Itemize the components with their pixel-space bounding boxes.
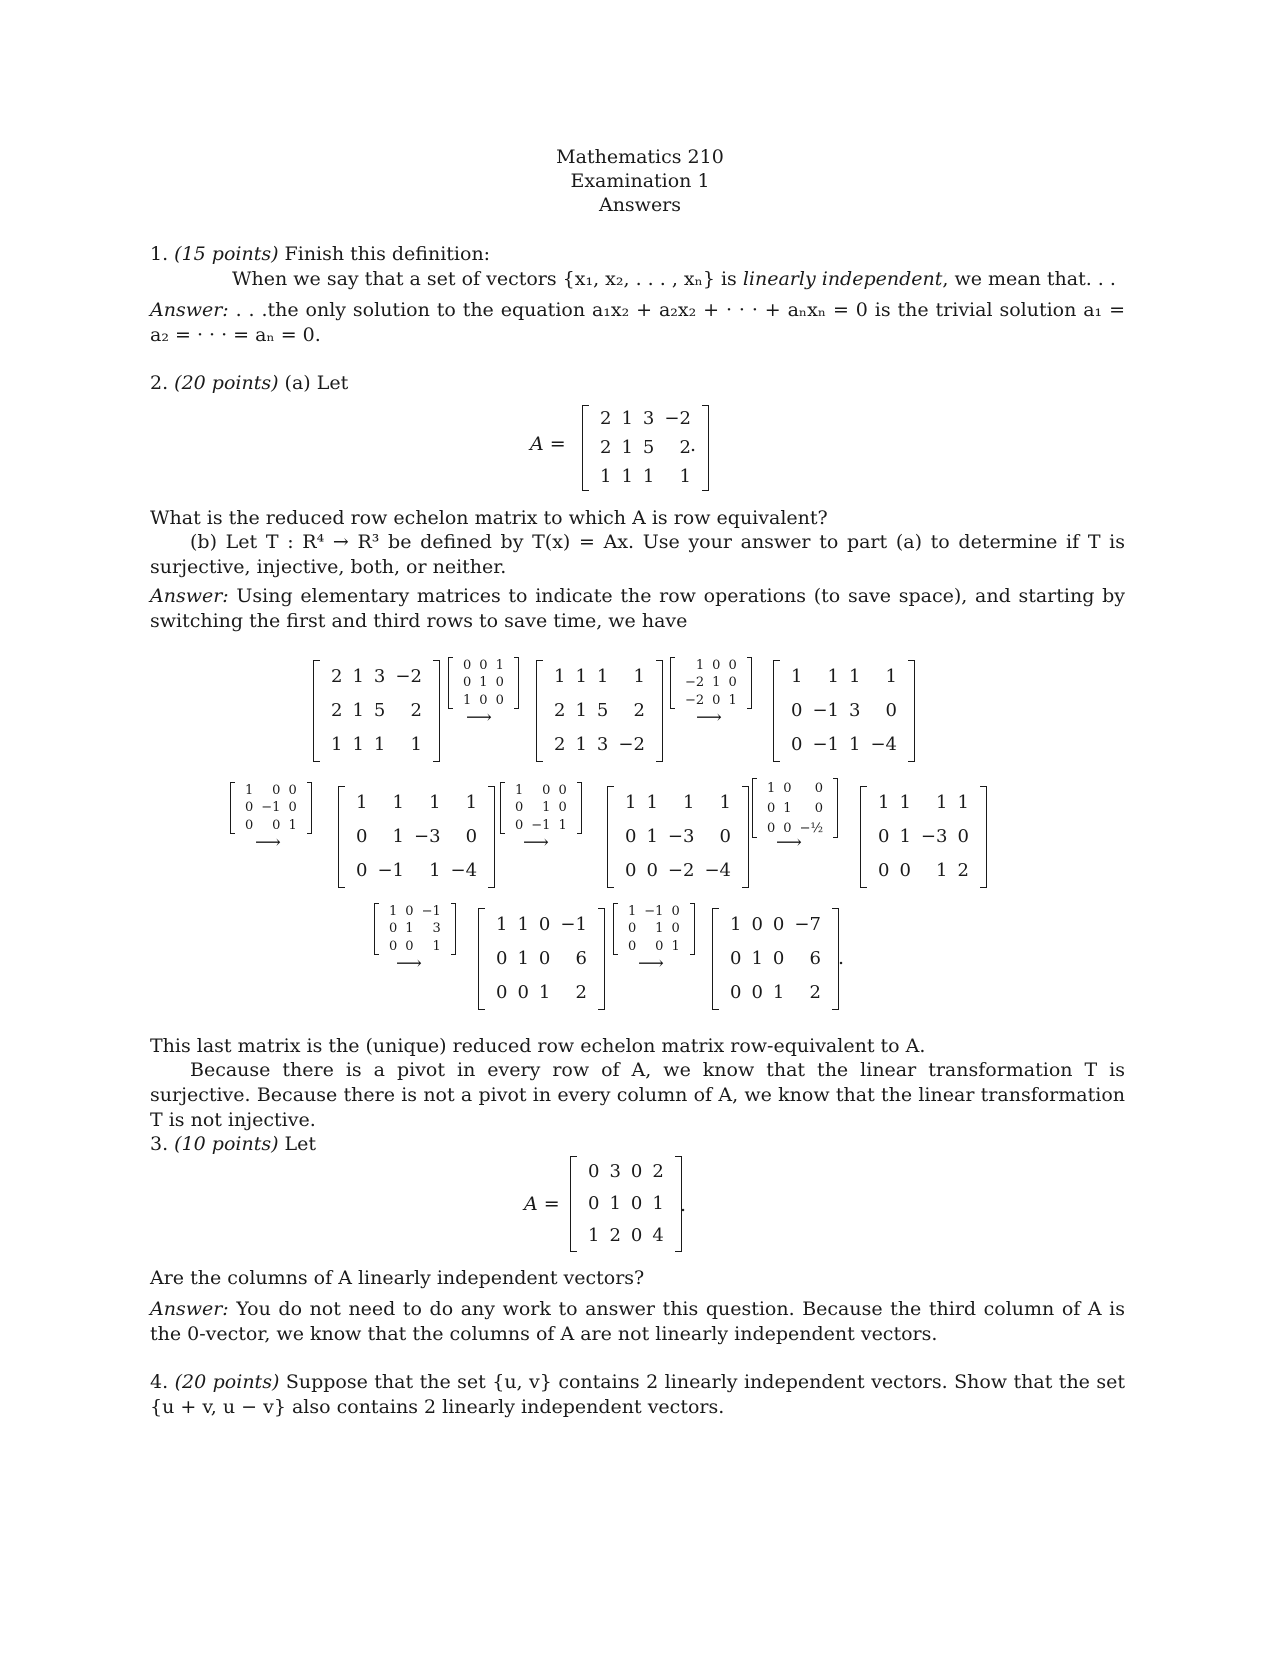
q3-points: (10 points): [174, 1133, 279, 1155]
matrix-cell: 0: [730, 948, 742, 969]
matrix-cell: −2: [685, 675, 705, 691]
matrix-cell: −4: [870, 734, 897, 755]
matrix-cell: −3: [667, 826, 695, 847]
matrix-cell: 2: [554, 700, 566, 721]
matrix-cell: 1: [849, 666, 861, 687]
q3-answer-text: You do not need to do any work to answer this question. Because the third column of A is the 0-vector, we know that the columns of A are not linearly independent vectors.: [150, 1298, 1125, 1345]
matrix-cell: 0: [751, 914, 763, 935]
matrix-cell: 0: [558, 800, 567, 816]
matrix-cell: 1: [679, 465, 691, 487]
arrow-2: ⟶: [696, 707, 722, 728]
bracket-right: [488, 786, 495, 888]
matrix-cell: −1: [812, 700, 839, 721]
matrix-cell: 2: [600, 436, 612, 458]
matrix-cell: 1: [410, 734, 422, 755]
matrix-cell: 0: [405, 938, 414, 954]
matrix-cell: 1: [878, 792, 890, 813]
matrix-cell: 1: [885, 666, 897, 687]
matrix-cell: 1: [899, 792, 911, 813]
matrix-cell: 1: [392, 826, 404, 847]
matrix-cell: 1: [245, 783, 254, 799]
matrix-cell: 0: [772, 948, 785, 969]
matrix-cell: 1: [429, 860, 441, 881]
matrix-cell: 0: [767, 800, 776, 816]
matrix-cell: 0: [588, 1161, 600, 1182]
matrix-cell: −2: [395, 666, 422, 687]
elementary-matrix-1: [448, 657, 519, 709]
bracket-right: [577, 782, 582, 834]
matrix-cell: 0: [356, 826, 368, 847]
matrix-cell: 0: [791, 700, 803, 721]
q3-answer-label: Answer:: [150, 1298, 229, 1320]
q3-a-label: A =: [524, 1193, 560, 1215]
matrix-cell: 0: [538, 948, 551, 969]
matrix-cell: 0: [538, 914, 551, 935]
matrix-cell: −3: [414, 826, 441, 847]
q2-a-label: A =: [530, 433, 566, 455]
matrix-cell: 2: [809, 982, 821, 1003]
bracket-left: [860, 786, 867, 888]
arrow-3: ⟶: [255, 832, 281, 853]
matrix-cell: −2: [667, 860, 695, 881]
matrix-cell: 0: [767, 820, 776, 836]
matrix-cell: 1: [496, 914, 508, 935]
matrix-cell: 1: [405, 921, 414, 937]
matrix-cell: 0: [389, 938, 398, 954]
elementary-matrix-5: [752, 778, 838, 838]
matrix-cell: −1: [812, 734, 839, 755]
matrix-cell: 0: [878, 826, 890, 847]
matrix-cell: 1: [695, 658, 705, 674]
matrix-cell: 1: [600, 465, 612, 487]
elementary-matrix-2: [670, 657, 752, 709]
step-matrix-6: [860, 786, 987, 888]
q1-answer-label: Answer:: [150, 299, 229, 321]
matrix-cell: 1: [633, 666, 645, 687]
matrix-cell: 0: [899, 860, 911, 881]
matrix-cell: −1: [560, 914, 587, 935]
matrix-cell: 1: [575, 734, 587, 755]
matrix-cell: 0: [495, 692, 504, 708]
q3-prompt: [150, 1132, 1125, 1157]
matrix-cell: 0: [288, 800, 297, 816]
matrix-cell: 2: [633, 700, 645, 721]
matrix-cell: 0: [625, 860, 637, 881]
matrix-cell: −½: [799, 820, 824, 836]
bracket-right: [980, 786, 987, 888]
q3-number: 3.: [150, 1133, 175, 1155]
matrix-cell: 2: [957, 860, 969, 881]
matrix-cell: 0: [463, 675, 472, 691]
matrix-cell: 0: [783, 820, 792, 836]
matrix-cell: 1: [730, 914, 742, 935]
matrix-cell: 1: [899, 826, 911, 847]
step-matrix-8: [712, 908, 839, 1010]
matrix-cell: 6: [809, 948, 821, 969]
matrix-cell: 1: [288, 817, 297, 833]
step-matrix-4: [338, 786, 495, 888]
matrix-cell: −2: [685, 692, 705, 708]
matrix-cell: 1: [625, 792, 637, 813]
matrix-cell: 1: [655, 921, 664, 937]
matrix-cell: 0: [730, 982, 742, 1003]
q2-conclusion-1: This last matrix is the (unique) reduced row echelon matrix row-equivalent to A.: [150, 1035, 926, 1057]
matrix-cell: 1: [683, 792, 695, 813]
matrix-cell: 1: [463, 692, 472, 708]
matrix-cell: 1: [849, 734, 861, 755]
matrix-cell: 0: [751, 982, 763, 1003]
matrix-cell: 1: [719, 792, 731, 813]
step-matrix-2: [536, 660, 663, 762]
matrix-cell: 1: [352, 666, 364, 687]
matrix-cell: 0: [515, 800, 524, 816]
step-matrix-3: [773, 660, 915, 762]
title-line-2: Examination 1: [570, 170, 710, 192]
q1-definition-em: linearly independent: [742, 268, 943, 290]
matrix-cell: 1: [936, 860, 948, 881]
title-line-1: Mathematics 210: [556, 146, 724, 168]
matrix-cell: 0: [479, 658, 488, 674]
q1-points: (15 points): [174, 243, 279, 265]
matrix-cell: 0: [272, 817, 281, 833]
matrix-cell: 2: [679, 436, 691, 458]
matrix-cell: 1: [621, 408, 633, 430]
matrix-cell: 0: [479, 692, 488, 708]
matrix-cell: 0: [646, 860, 658, 881]
matrix-cell: 0: [814, 780, 824, 796]
elementary-matrix-4: [500, 782, 582, 834]
matrix-cell: −2: [618, 734, 645, 755]
bracket-right: [514, 657, 519, 709]
q3-prompt-text: Let: [278, 1133, 317, 1155]
matrix-cell: −1: [531, 817, 551, 833]
q1-definition-a: When we say that a set of vectors {x₁, x₂, . . . , xₙ} is: [232, 268, 743, 290]
q1-definition-b: , we mean that. . .: [942, 268, 1116, 290]
matrix-cell: 1: [352, 734, 364, 755]
q1-answer-text: . . .the only solution to the equation a₁x₂ + a₂x₂ + · · · + aₙxₙ = 0 is the trivial solution a₁ = a₂ = · · · = aₙ = 0.: [150, 299, 1125, 346]
matrix-cell: 1: [515, 783, 524, 799]
matrix-cell: 3: [642, 408, 655, 430]
matrix-cell: 2: [554, 734, 566, 755]
bracket-right: [690, 903, 695, 955]
matrix-cell: 0: [245, 817, 254, 833]
bracket-left: [478, 908, 485, 1010]
q1-answer: [150, 298, 1125, 348]
q1-prompt: [150, 242, 1125, 267]
matrix-cell: 0: [630, 1225, 643, 1246]
matrix-cell: 0: [542, 783, 551, 799]
matrix-cell: −3: [920, 826, 948, 847]
q2-question-b: (b) Let T : R⁴ → R³ be defined by T(x) = Ax. Use your answer to part (a) to determine if T is surjective, injective, both, or neither.: [150, 531, 1125, 578]
bracket-right: [307, 782, 312, 834]
matrix-cell: 1: [429, 792, 441, 813]
arrow-6: ⟶: [396, 953, 422, 974]
matrix-cell: 1: [783, 800, 792, 816]
matrix-cell: 1: [767, 780, 776, 796]
matrix-cell: 2: [609, 1225, 621, 1246]
elementary-matrix-6: [374, 903, 456, 955]
matrix-cell: 1: [352, 700, 364, 721]
q2-prompt: [150, 371, 1125, 396]
q2-part-a: (a) Let: [278, 372, 349, 394]
matrix-cell: 0: [356, 860, 368, 881]
matrix-cell: 1: [465, 792, 478, 813]
matrix-cell: 1: [936, 792, 948, 813]
step-matrix-7: [478, 908, 605, 1010]
matrix-cell: 1: [517, 914, 529, 935]
matrix-cell: 5: [596, 700, 609, 721]
title-line-3: Answers: [598, 194, 682, 216]
matrix-cell: −4: [450, 860, 478, 881]
matrix-cell: 0: [791, 734, 803, 755]
bracket-right: [598, 908, 605, 1010]
bracket-right: [833, 778, 838, 838]
matrix-cell: 1: [671, 938, 680, 954]
matrix-cell: 6: [575, 948, 587, 969]
matrix-cell: 0: [588, 1193, 600, 1214]
matrix-cell: 1: [575, 666, 587, 687]
arrow-1: ⟶: [466, 707, 492, 728]
matrix-cell: 1: [751, 948, 763, 969]
matrix-cell: 1: [356, 792, 368, 813]
matrix-cell: 1: [479, 675, 488, 691]
matrix-cell: 1: [558, 817, 567, 833]
matrix-cell: 0: [515, 817, 524, 833]
matrix-cell: 3: [596, 734, 609, 755]
matrix-cell: 1: [646, 826, 658, 847]
arrow-4: ⟶: [523, 832, 549, 853]
matrix-cell: 5: [642, 436, 655, 458]
matrix-cell: 0: [957, 826, 969, 847]
matrix-cell: 3: [432, 921, 441, 937]
q1-definition: [150, 267, 1125, 292]
final-period: .: [838, 947, 845, 969]
matrix-cell: −1: [261, 800, 281, 816]
matrix-cell: 0: [671, 904, 680, 920]
bracket-left: [313, 660, 320, 762]
q2-answer: [150, 584, 1125, 634]
bracket-left: [570, 1156, 577, 1252]
q4-number: 4.: [150, 1371, 175, 1393]
q2-conclusion-2: Because there is a pivot in every row of A, we know that the linear transformation T is surjective. Because there is not a pivot in every column of A, we know that the linear transformation T is not injective.: [150, 1059, 1125, 1131]
matrix-cell: 0: [712, 692, 721, 708]
bracket-left: [607, 786, 614, 888]
matrix-cell: 2: [652, 1161, 664, 1182]
matrix-cell: 2: [331, 666, 343, 687]
elementary-matrix-3: [230, 782, 312, 834]
q1-prompt-text: Finish this definition:: [278, 243, 491, 265]
q2-points: (20 points): [174, 372, 279, 394]
matrix-cell: 0: [496, 948, 508, 969]
matrix-cell: 0: [655, 938, 664, 954]
matrix-cell: 0: [465, 826, 478, 847]
matrix-cell: 1: [646, 792, 658, 813]
matrix-cell: 0: [671, 921, 680, 937]
matrix-cell: 0: [517, 982, 529, 1003]
matrix-cell: 0: [405, 904, 414, 920]
matrix-cell: 1: [621, 465, 633, 487]
matrix-cell: 0: [783, 780, 792, 796]
bracket-right: [702, 405, 709, 491]
q2-answer-label: Answer:: [150, 585, 229, 607]
bracket-right: [908, 660, 915, 762]
matrix-cell: 0: [245, 800, 254, 816]
matrix-cell: 1: [588, 1225, 600, 1246]
matrix-cell: 3: [849, 700, 861, 721]
matrix-cell: 1: [517, 948, 529, 969]
bracket-left: [338, 786, 345, 888]
q3-question: Are the columns of A linearly independent vectors?: [150, 1267, 645, 1289]
matrix-cell: −2: [664, 408, 691, 430]
matrix-cell: −7: [794, 914, 821, 935]
matrix-cell: 0: [558, 783, 567, 799]
matrix-cell: 1: [772, 982, 785, 1003]
matrix-cell: 1: [827, 666, 839, 687]
bracket-right: [451, 903, 456, 955]
bracket-right: [433, 660, 440, 762]
matrix-cell: 3: [373, 666, 386, 687]
matrix-cell: 1: [642, 465, 655, 487]
q2-number: 2.: [150, 372, 175, 394]
matrix-cell: 1: [331, 734, 343, 755]
matrix-cell: 0: [814, 800, 824, 816]
matrix-cell: 1: [392, 792, 404, 813]
step-matrix-5: [607, 786, 749, 888]
matrix-cell: 3: [609, 1161, 621, 1182]
matrix-cell: 0: [630, 1193, 643, 1214]
q4-prompt: [150, 1370, 1125, 1420]
q1-number: 1.: [150, 243, 175, 265]
matrix-cell: −4: [704, 860, 731, 881]
matrix-cell: 1: [575, 700, 587, 721]
matrix-cell: 0: [885, 700, 897, 721]
matrix-cell: 0: [272, 783, 281, 799]
matrix-cell: 0: [728, 675, 737, 691]
q3-answer: [150, 1297, 1125, 1347]
matrix-cell: 1: [432, 938, 441, 954]
matrix-cell: −1: [377, 860, 404, 881]
matrix-cell: 1: [628, 904, 637, 920]
arrow-5: ⟶: [776, 832, 802, 853]
matrix-cell: 0: [628, 938, 637, 954]
matrix-cell: 0: [728, 658, 737, 674]
bracket-left: [582, 405, 589, 491]
matrix-cell: 0: [463, 658, 472, 674]
matrix-cell: 1: [389, 904, 398, 920]
step-matrix-1: [313, 660, 440, 762]
matrix-cell: 2: [575, 982, 587, 1003]
q2-matrix-period: .: [690, 434, 697, 456]
matrix-cell: 1: [609, 1193, 621, 1214]
matrix-cell: 1: [728, 692, 737, 708]
matrix-cell: 0: [878, 860, 890, 881]
matrix-cell: 1: [495, 658, 504, 674]
q3-matrix-period: .: [680, 1194, 687, 1216]
matrix-cell: 2: [410, 700, 422, 721]
matrix-cell: 4: [652, 1225, 664, 1246]
matrix-cell: −1: [421, 904, 441, 920]
matrix-cell: 1: [621, 436, 633, 458]
q3-matrix-a: [570, 1156, 682, 1252]
q2-question-a: What is the reduced row echelon matrix to which A is row equivalent?: [150, 507, 828, 529]
matrix-cell: 1: [652, 1193, 664, 1214]
q4-text: Suppose that the set {u, v} contains 2 linearly independent vectors. Show that the set {u + v, u − v} also contains 2 linearly independent vectors.: [150, 1371, 1126, 1418]
matrix-cell: 0: [389, 921, 398, 937]
matrix-cell: 1: [596, 666, 609, 687]
matrix-cell: 0: [625, 826, 637, 847]
bracket-left: [536, 660, 543, 762]
matrix-cell: 0: [495, 675, 504, 691]
matrix-cell: 0: [496, 982, 508, 1003]
q4-points: (20 points): [174, 1371, 280, 1393]
bracket-right: [747, 657, 752, 709]
matrix-cell: 1: [554, 666, 566, 687]
matrix-cell: 0: [288, 783, 297, 799]
bracket-right: [742, 786, 749, 888]
matrix-cell: 5: [373, 700, 386, 721]
matrix-cell: 0: [630, 1161, 643, 1182]
matrix-cell: 2: [331, 700, 343, 721]
matrix-cell: 0: [712, 658, 721, 674]
matrix-cell: 1: [957, 792, 969, 813]
elementary-matrix-7: [613, 903, 695, 955]
matrix-cell: 0: [719, 826, 731, 847]
matrix-cell: 0: [772, 914, 785, 935]
matrix-cell: 1: [791, 666, 803, 687]
matrix-cell: 0: [628, 921, 637, 937]
arrow-7: ⟶: [638, 953, 664, 974]
bracket-left: [773, 660, 780, 762]
matrix-cell: 1: [538, 982, 551, 1003]
q2-answer-text: Using elementary matrices to indicate the row operations (to save space), and starting by switching the first and third rows to save time, we have: [150, 585, 1125, 632]
matrix-cell: −1: [644, 904, 664, 920]
matrix-cell: 1: [373, 734, 386, 755]
matrix-cell: 1: [712, 675, 721, 691]
bracket-left: [712, 908, 719, 1010]
matrix-cell: 1: [542, 800, 551, 816]
matrix-cell: 2: [600, 408, 612, 430]
bracket-right: [656, 660, 663, 762]
